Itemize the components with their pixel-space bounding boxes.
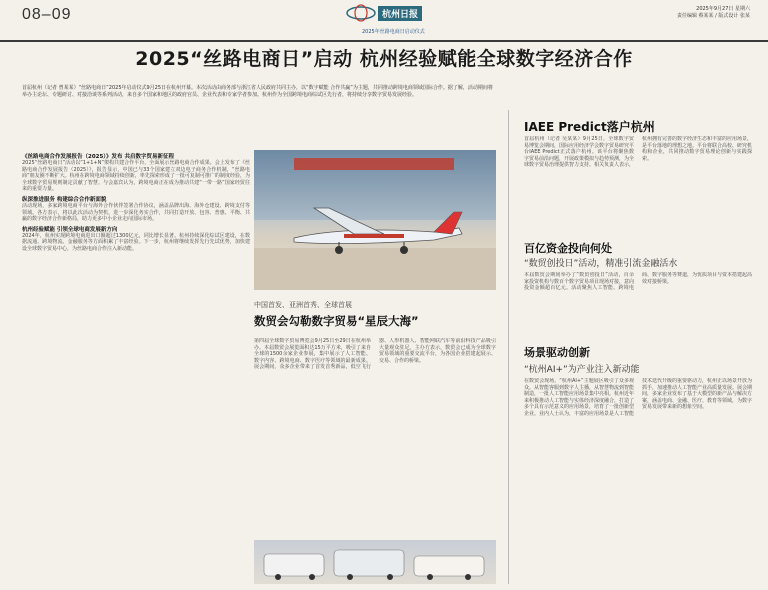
masthead-brand: 杭州日报 bbox=[378, 6, 422, 21]
editor-line: 责任编辑 蔡某某 / 版式设计 张某 bbox=[676, 13, 750, 19]
exhibition-vehicles-photo bbox=[254, 540, 496, 584]
section-text-2: 活动现场，多家跨境电商平台与海外合作伙伴签署合作协议，涵盖品牌出海、海外仓建设、跨境支付等领域。各方表示，将以此次活动为契机，进一步深化务实合作，共同打造开放、包容、普惠、平衡、共赢的数字经济合作新格局，助力更多中小企业走向国际市场。 bbox=[22, 202, 250, 223]
article-a-headline: 数贸会勾勒数字贸易“星辰大海” bbox=[254, 314, 419, 328]
article-r3-subheadline: “杭州AI+”为产业注入新动能 bbox=[524, 365, 640, 375]
column-divider bbox=[508, 110, 509, 584]
header-date bbox=[677, 6, 750, 20]
section-text-1: 2025“丝路电商日”活动以“1+1+N”架构共建合作平台，全面展示丝路电商合作成果。会上发布了《丝路电商合作发展报告（2025）》，报告显示，中国已与33个国家建立双边电子商务合作机制，“丝路电商”朋友圈不断扩大。杭州在跨境电商领域持续创新，率先探索形成了一批可复制可推广的制度经验，为全球数字贸易规则制定贡献了智慧。与会嘉宾认为，跨境电商正在成为推动共建“一带一路”国家经贸往来的重要力量。 bbox=[22, 160, 250, 193]
article-r1-text: 首届杭州（记者 吴某某）9月25日，全球数字贸易博览会期间，国际应用经济学会数字贸易研究平台IAEE Predict正式落户杭州。该平台将聚焦数字贸易前沿问题，开展政策模拟与趋势预测，为全球数字贸易治理提供智力支持。相关负责人表示，杭州拥有完善的数字经济生态和丰富的应用场景，是平台落地的理想之地。平台将联合高校、研究机构和企业，共同推动数字贸易理论创新与实践探索。 bbox=[524, 136, 752, 169]
exhibition-aircraft-photo bbox=[254, 150, 496, 290]
date-line: 2025年9月27日 星期六 bbox=[696, 6, 750, 12]
main-headline: 2025“丝路电商日”启动 杭州经验赋能全球数字经济合作 bbox=[135, 48, 633, 70]
article-r2-text: 本届数贸会期间举办了“数贸创投日”活动，百余家投资机构与数百个数字贸易项目现场对接，意向投资金额超百亿元。活动聚焦人工智能、跨境电商、数字服务等赛道，为优质项目与资本搭建起高效对接桥梁。 bbox=[524, 272, 752, 292]
article-a-text: 第四届全球数字贸易博览会9月25日至29日在杭州举办。本届数贸会展览面积达15万平方米，吸引了来自全球的1500余家企业参展，集中展示了人工智能、数字内容、跨境电商、数字医疗等领域的最新成果。展会期间，众多企业带来了首发首秀新品，低空飞行器、人形机器人、智能网联汽车等前沿科技产品吸引大量观众驻足。主办方表示，数贸会已成为全球数字贸易领域的重要交流平台，为各国企业搭建起展示、交易、合作的桥梁。 bbox=[254, 338, 496, 371]
lead-paragraph: 首届杭州（记者 曾某某）“丝路电商日”2025年启动仪式9月25日在杭州开幕。本次活动由商务部与浙江省人民政府共同主办，以“数字赋能 合作共赢”为主题，共同推动跨境电商领域国际合作。据了解，活动期间将举办主论坛、专题研讨、对接洽谈等系列活动，来自多个国家和地区的政府官员、企业代表和专家学者参加。杭州作为全国跨境电商综试区先行者，将持续分享数字贸易发展经验。 bbox=[22, 85, 493, 98]
vehicles-icon bbox=[254, 540, 496, 584]
section-title-1: 《丝路电商合作发展报告（2025）》发布 共启数字贸易新征程 bbox=[22, 154, 174, 160]
article-r2-headline: 百亿资金投向何处 bbox=[524, 242, 612, 255]
article-r2-subheadline: “数贸创投日”活动，精准引流金融活水 bbox=[524, 259, 678, 269]
article-r1-headline: IAEE Predict落户杭州 bbox=[524, 120, 655, 134]
article-r3-headline: 场景驱动创新 bbox=[524, 346, 590, 359]
left-column bbox=[22, 150, 250, 578]
page-header bbox=[0, 0, 768, 42]
page-number: 08–09 bbox=[22, 6, 72, 23]
section-text-3: 2024年，杭州实现跨境电商进出口额超过1300亿元，同比增长显著。杭州持续深化综试区建设，在数据流通、跨境物流、金融服务等方面积累了丰富经验。下一步，杭州将继续发挥先行先试优势，加快建设全球数字贸易中心，为丝路电商合作注入新动能。 bbox=[22, 232, 250, 252]
section-title-3: 杭州经验赋能 引领全球电商发展新方向 bbox=[22, 226, 118, 233]
article-a-kicker: 中国首发、亚洲首秀、全球首展 bbox=[254, 301, 352, 309]
section-subtitle: 2025年丝路电商日启动仪式 bbox=[362, 29, 425, 35]
aircraft-icon bbox=[284, 198, 474, 268]
article-r3-text: 在数贸会现场，“杭州AI+”主题展区吸引了众多观众。从智能客服到数字人主播，从智慧物流到智能制造，一批人工智能应用场景集中亮相。杭州近年来积极推动人工智能与实体经济深度融合，打造了多个具有示范意义的应用场景，培育了一批创新型企业。业内人士认为，丰富的应用场景是人工智能技术迭代升级的重要驱动力，杭州正以场景开放为抓手，加速推动人工智能产业高质量发展。展会期间，多家企业发布了基于大模型的新产品与解决方案，涵盖电商、金融、医疗、教育等领域，为数字贸易发展带来新的想象空间。 bbox=[524, 378, 752, 417]
section-title-2: 纵深推进服务 构建综合合作新面貌 bbox=[22, 196, 107, 203]
photo-banner bbox=[294, 158, 454, 170]
event-logo-icon bbox=[345, 4, 377, 22]
